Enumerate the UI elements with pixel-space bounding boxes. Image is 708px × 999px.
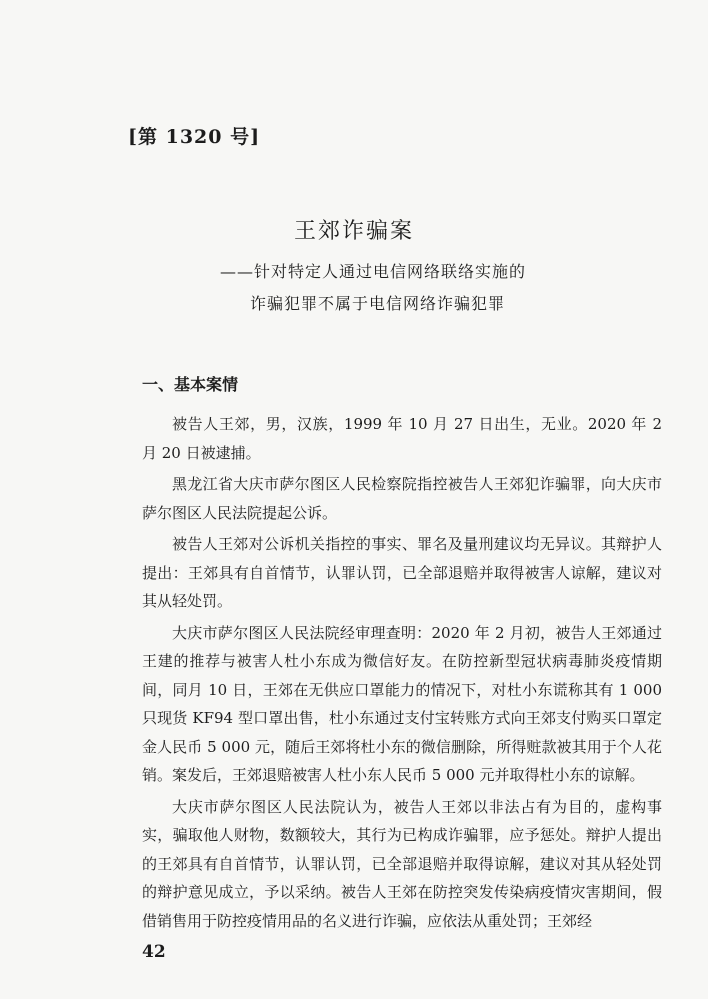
subtitle-line-2: 诈骗犯罪不属于电信网络诈骗犯罪 (250, 294, 506, 313)
section-heading: 一、基本案情 (142, 375, 239, 394)
paragraph-findings: 大庆市萨尔图区人民法院经审理查明：2020 年 2 月初，被告人王郊通过王建的推荐与被害人杜小东成为微信好友。在防控新型冠状病毒肺炎疫情期间，同月 10 日，王郊在无供应口罩能力的情况下，对杜小东谎称其有 1 000 只现货 KF94 型口罩出售，杜小东通过支付宝转账方式向王郊支付购买口罩定金人民币 5 000 元，随后王郊将杜小东的微信删除，所得赃款被其用于个人花销。案发后，王郊退赔被害人杜小东人民币 5 000 元并取得杜小东的谅解。 (142, 623, 662, 784)
paragraph-defense: 被告人王郊对公诉机关指控的事实、罪名及量刑建议均无异议。其辩护人提出：王郊具有自首情节，认罪认罚，已全部退赔并取得被害人谅解，建议对其从轻处罚。 (142, 535, 662, 610)
case-subtitle (220, 256, 526, 320)
paragraph-defendant-info: 被告人王郊，男，汉族，1999 年 10 月 27 日出生，无业。2020 年 2 月 20 日被逮捕。 (142, 415, 662, 462)
body-text (142, 410, 662, 938)
page-number: 42 (142, 942, 166, 962)
paragraph-prosecution: 黑龙江省大庆市萨尔图区人民检察院指控被告人王郊犯诈骗罪，向大庆市萨尔图区人民法院提起公诉。 (142, 475, 662, 522)
case-title: 王郊诈骗案 (293, 219, 414, 244)
paragraph-court-opinion: 大庆市萨尔图区人民法院认为，被告人王郊以非法占有为目的，虚构事实，骗取他人财物，数额较大，其行为已构成诈骗罪，应予惩处。辩护人提出的王郊具有自首情节，认罪认罚，已全部退赔并取得谅解，建议对其从轻处罚的辩护意见成立，予以采纳。被告人王郊在防控突发传染病疫情灾害期间，假借销售用于防控疫情用品的名义进行诈骗，应依法从重处罚；王郊经 (142, 797, 662, 930)
subtitle-line-1: ——针对特定人通过电信网络联络实施的 (220, 262, 527, 281)
case-number: [第 1320 号] (128, 126, 261, 148)
